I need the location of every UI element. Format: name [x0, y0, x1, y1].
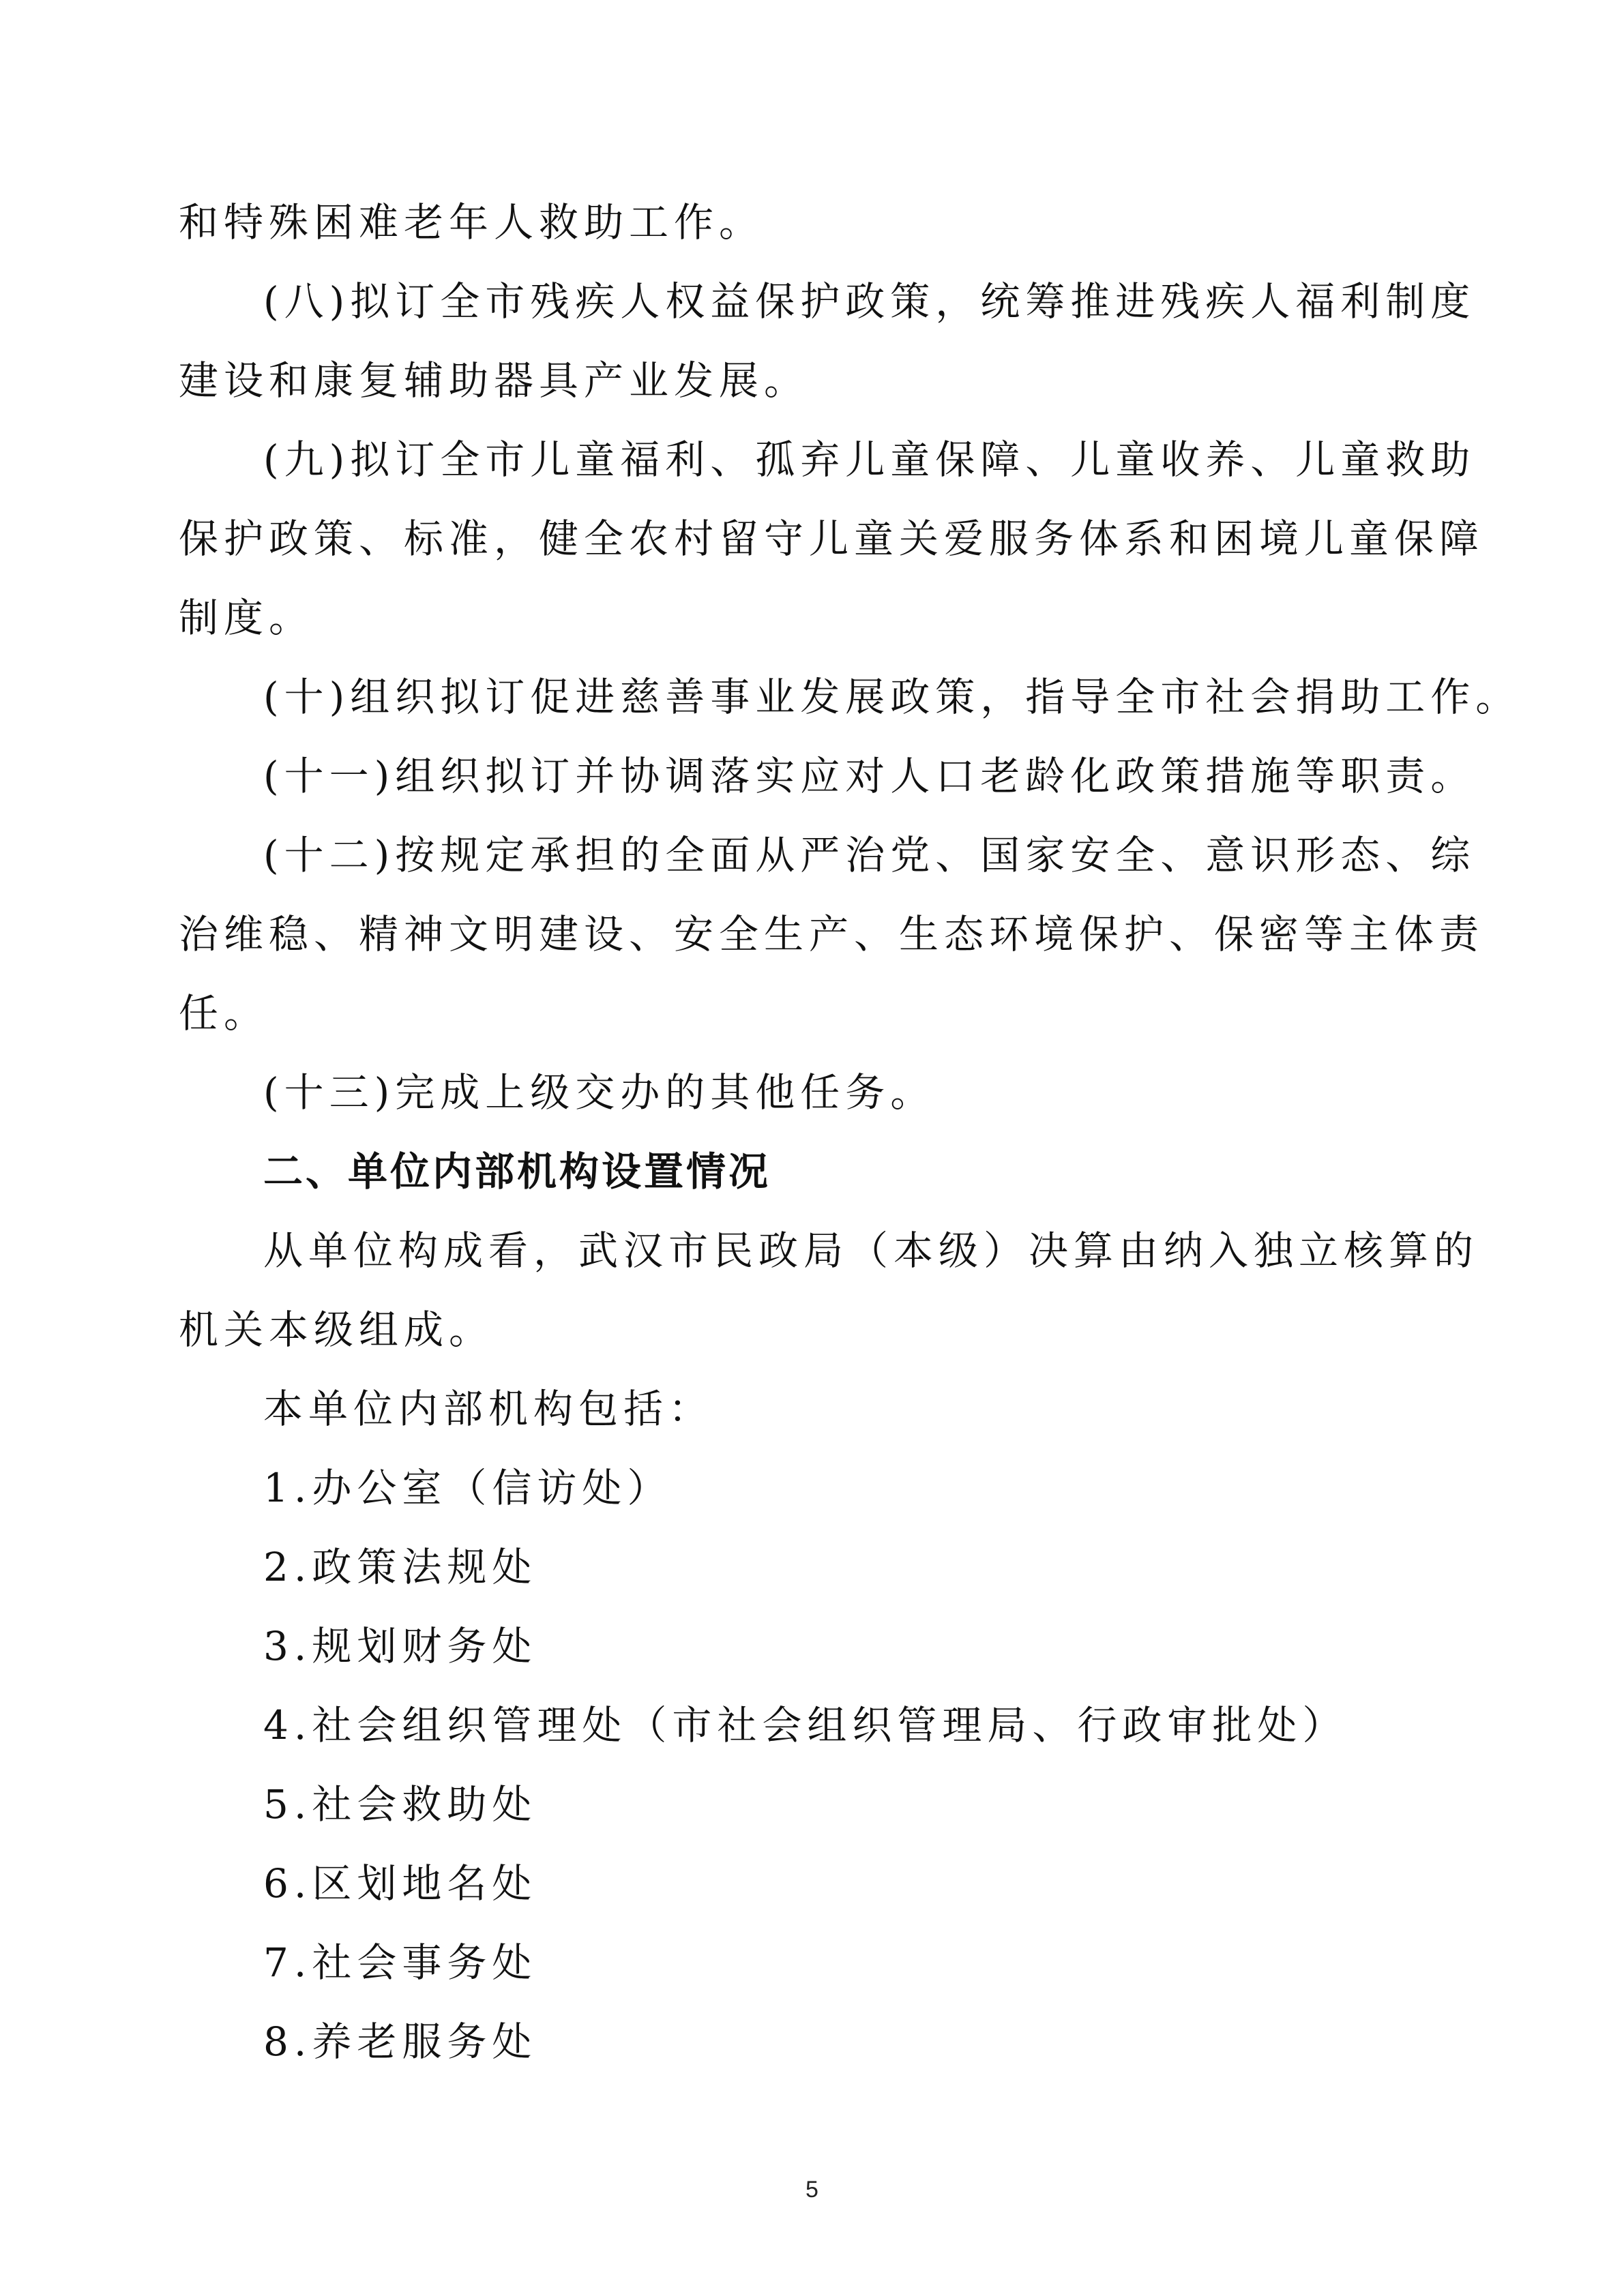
list-item: 3.规划财务处 — [263, 1623, 537, 1669]
page-number: 5 — [806, 2177, 818, 2203]
page-body — [179, 183, 1521, 2081]
text-line: (八)拟订全市残疾人权益保护政策，统筹推进残疾人福利制度 — [263, 278, 1476, 325]
text-line: 和特殊困难老年人救助工作。 — [179, 199, 765, 245]
text-line: (九)拟订全市儿童福利、孤弃儿童保障、儿童收养、儿童救助 — [263, 436, 1476, 483]
text-line: 治维稳、精神文明建设、安全生产、生态环境保护、保密等主体责 — [179, 911, 1485, 957]
text-line: 保护政策、标准，健全农村留守儿童关爱服务体系和困境儿童保障 — [179, 516, 1485, 562]
list-item: 6.区划地名处 — [263, 1860, 537, 1907]
text-line: 机关本级组成。 — [179, 1307, 494, 1353]
list-item: 7.社会事务处 — [263, 1939, 537, 1986]
text-line: 本单位内部机构包括： — [263, 1386, 714, 1432]
section-heading: 二、单位内部机构设置情况 — [263, 1148, 771, 1195]
list-item: 5.社会救助处 — [263, 1781, 537, 1828]
list-item: 8.养老服务处 — [263, 2018, 537, 2065]
text-line: (十三)完成上级交办的其他任务。 — [263, 1069, 936, 1116]
text-line: 制度。 — [179, 595, 314, 641]
text-line: (十)组织拟订促进慈善事业发展政策，指导全市社会捐助工作。 — [263, 674, 1521, 720]
list-item: 2.政策法规处 — [263, 1544, 537, 1590]
list-item: 1.办公室（信访处） — [263, 1465, 673, 1511]
text-line: (十二)按规定承担的全面从严治党、国家安全、意识形态、综 — [263, 832, 1476, 878]
text-line: 任。 — [179, 990, 269, 1037]
list-item: 4.社会组织管理处（市社会组织管理局、行政审批处） — [263, 1702, 1348, 1748]
text-line: (十一)组织拟订并协调落实应对人口老龄化政策措施等职责。 — [263, 753, 1476, 799]
text-line: 建设和康复辅助器具产业发展。 — [179, 357, 810, 404]
text-line: 从单位构成看，武汉市民政局（本级）决算由纳入独立核算的 — [263, 1227, 1479, 1274]
